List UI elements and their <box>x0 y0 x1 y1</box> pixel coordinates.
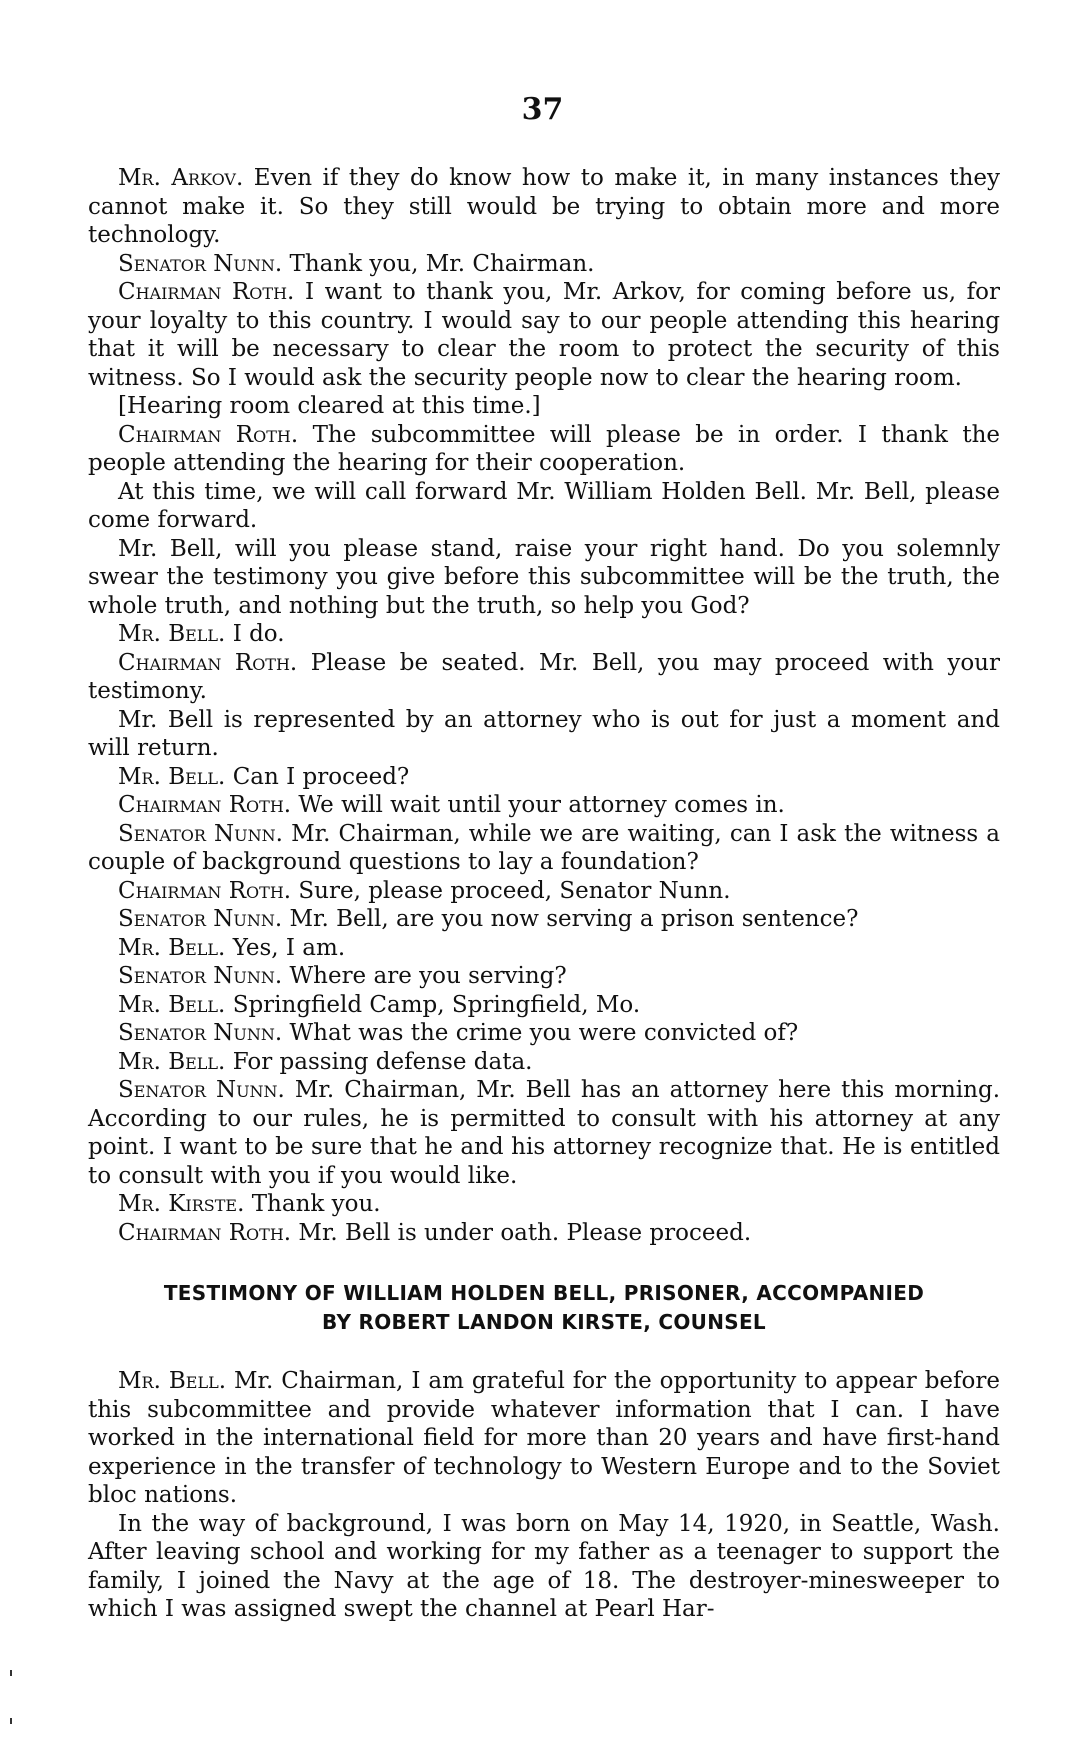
paragraph-text: I want to thank you, Mr. Arkov, for coming before us, for your loyalty to this country. I would say to our people attending this hearing that it will be necessary to clear the room to protect the security of this witness. So I would ask the security people now to clear the hearing room. <box>88 279 1001 391</box>
transcript-paragraph <box>88 278 1000 392</box>
paragraph-text: I do. <box>232 621 285 647</box>
paragraph-text: For passing defense data. <box>232 1048 533 1075</box>
speaker-name: Senator Nunn. <box>118 906 283 932</box>
transcript-paragraph <box>88 535 1000 621</box>
speaker-name: Mr. Bell. <box>118 763 226 790</box>
speaker-name: Mr. Kirste. <box>118 1191 245 1217</box>
paragraph-text: Sure, please proceed, Senator Nunn. <box>298 877 731 904</box>
paragraph-text: Please be seated. Mr. Bell, you may proceed with your testimony. <box>88 649 1000 704</box>
transcript-paragraph <box>88 820 1000 877</box>
paragraph-text: Mr. Bell is under oath. Please proceed. <box>298 1219 752 1246</box>
paragraph-text: At this time, we will call forward Mr. William Holden Bell. Mr. Bell, please come forward. <box>88 478 1000 533</box>
speaker-name: Senator Nunn. <box>118 250 283 277</box>
paragraph-text: Thank you. <box>251 1191 381 1217</box>
transcript-paragraph <box>88 1019 1000 1048</box>
transcript-paragraph <box>88 1048 1000 1077</box>
speaker-name: Mr. Bell. <box>118 621 226 647</box>
speaker-name: Mr. Bell. <box>118 991 226 1018</box>
transcript-paragraph <box>88 620 1000 649</box>
paragraph-text: What was the crime you were convicted of? <box>289 1020 799 1046</box>
transcript-paragraph <box>88 1076 1000 1190</box>
speaker-name: Senator Nunn. <box>118 820 283 847</box>
hearing-transcript <box>88 164 1000 1624</box>
transcript-paragraph <box>88 905 1000 934</box>
paragraph-text: [Hearing room cleared at this time.] <box>118 393 541 419</box>
paragraph-text: Where are you serving? <box>289 963 567 989</box>
transcript-paragraph <box>88 1510 1000 1624</box>
speaker-name: Mr. Bell. <box>118 1368 227 1394</box>
paragraph-text: Mr. Chairman, Mr. Bell has an attorney here this morning. According to our rules, he is permitted to consult with his attorney at any point. I want to be sure that he and his attorney recognize that. He is entitled to consult with you if you would like. <box>88 1077 1001 1189</box>
paragraph-text: The subcommittee will please be in order. I thank the people attending the hearing for their cooperation. <box>88 421 1001 476</box>
speaker-name: Chairman Roth. <box>118 649 298 676</box>
page-number: 37 <box>521 92 564 127</box>
speaker-name: Mr. Bell. <box>118 1048 226 1075</box>
transcript-paragraph <box>88 934 1000 963</box>
transcript-paragraph <box>88 478 1000 535</box>
speaker-name: Mr. Bell. <box>118 934 226 961</box>
transcript-paragraph <box>88 392 1000 421</box>
speaker-name: Senator Nunn. <box>118 1077 285 1103</box>
scan-edge-mark <box>10 1718 12 1724</box>
paragraph-text: We will wait until your attorney comes in. <box>298 792 785 818</box>
paragraph-text: Even if they do know how to make it, in many instances they cannot make it. So they still would be trying to obtain more and more technology. <box>88 165 1000 248</box>
paragraph-text: Can I proceed? <box>232 763 410 790</box>
testimony-heading-line-1: TESTIMONY OF WILLIAM HOLDEN BELL, PRISONER, ACCOMPANIED <box>163 1281 925 1305</box>
speaker-name: Chairman Roth. <box>118 877 292 904</box>
transcript-paragraph <box>88 706 1000 763</box>
transcript-paragraph <box>88 649 1000 706</box>
transcript-paragraph <box>88 1219 1000 1248</box>
transcript-paragraph <box>88 791 1000 820</box>
transcript-paragraph <box>88 164 1000 250</box>
paragraph-text: In the way of background, I was born on May 14, 1920, in Seattle, Wash. After leaving school and working for my father as a teenager to support the family, I joined the Navy at the age of 18. The destroyer-minesweeper to which I was assigned swept the channel at Pearl Har- <box>88 1510 1000 1622</box>
paragraph-text: Mr. Bell is represented by an attorney who is out for just a moment and will return. <box>88 706 1000 761</box>
speaker-name: Chairman Roth. <box>118 1219 292 1246</box>
paragraph-text: Springfield Camp, Springfield, Mo. <box>232 991 641 1018</box>
paragraph-text: Mr. Chairman, I am grateful for the opportunity to appear before this subcommittee and provide whatever information that I can. I have worked in the international field for more than 20 years and have first-hand experience in the transfer of technology to Western Europe and to the Soviet bloc nations. <box>88 1368 1000 1508</box>
transcript-paragraph <box>88 991 1000 1020</box>
transcript-paragraph <box>88 250 1000 279</box>
speaker-name: Senator Nunn. <box>118 1020 283 1046</box>
scan-edge-mark <box>10 1670 12 1676</box>
transcript-paragraph <box>88 877 1000 906</box>
transcript-paragraph <box>88 763 1000 792</box>
speaker-name: Mr. Arkov. <box>118 165 244 191</box>
transcript-after-heading <box>88 1367 1000 1624</box>
testimony-heading-line-2: BY ROBERT LANDON KIRSTE, COUNSEL <box>322 1310 766 1334</box>
paragraph-text: Mr. Bell, will you please stand, raise your right hand. Do you solemnly swear the testimony you give before this subcommittee will be the truth, the whole truth, and nothing but the truth, so help you God? <box>88 535 1000 619</box>
testimony-heading <box>88 1279 1000 1337</box>
paragraph-text: Yes, I am. <box>232 934 346 961</box>
transcript-paragraph <box>88 1367 1000 1510</box>
transcript-paragraph <box>88 962 1000 991</box>
speaker-name: Chairman Roth. <box>118 421 299 448</box>
speaker-name: Chairman Roth. <box>118 279 295 305</box>
transcript-before-heading <box>88 164 1000 1247</box>
transcript-paragraph <box>88 1190 1000 1219</box>
paragraph-text: Mr. Chairman, while we are waiting, can I ask the witness a couple of background questions to lay a foundation? <box>88 820 1000 875</box>
paragraph-text: Mr. Bell, are you now serving a prison sentence? <box>289 906 859 932</box>
paragraph-text: Thank you, Mr. Chairman. <box>289 250 595 277</box>
speaker-name: Chairman Roth. <box>118 792 292 818</box>
speaker-name: Senator Nunn. <box>118 963 283 989</box>
transcript-paragraph <box>88 421 1000 478</box>
